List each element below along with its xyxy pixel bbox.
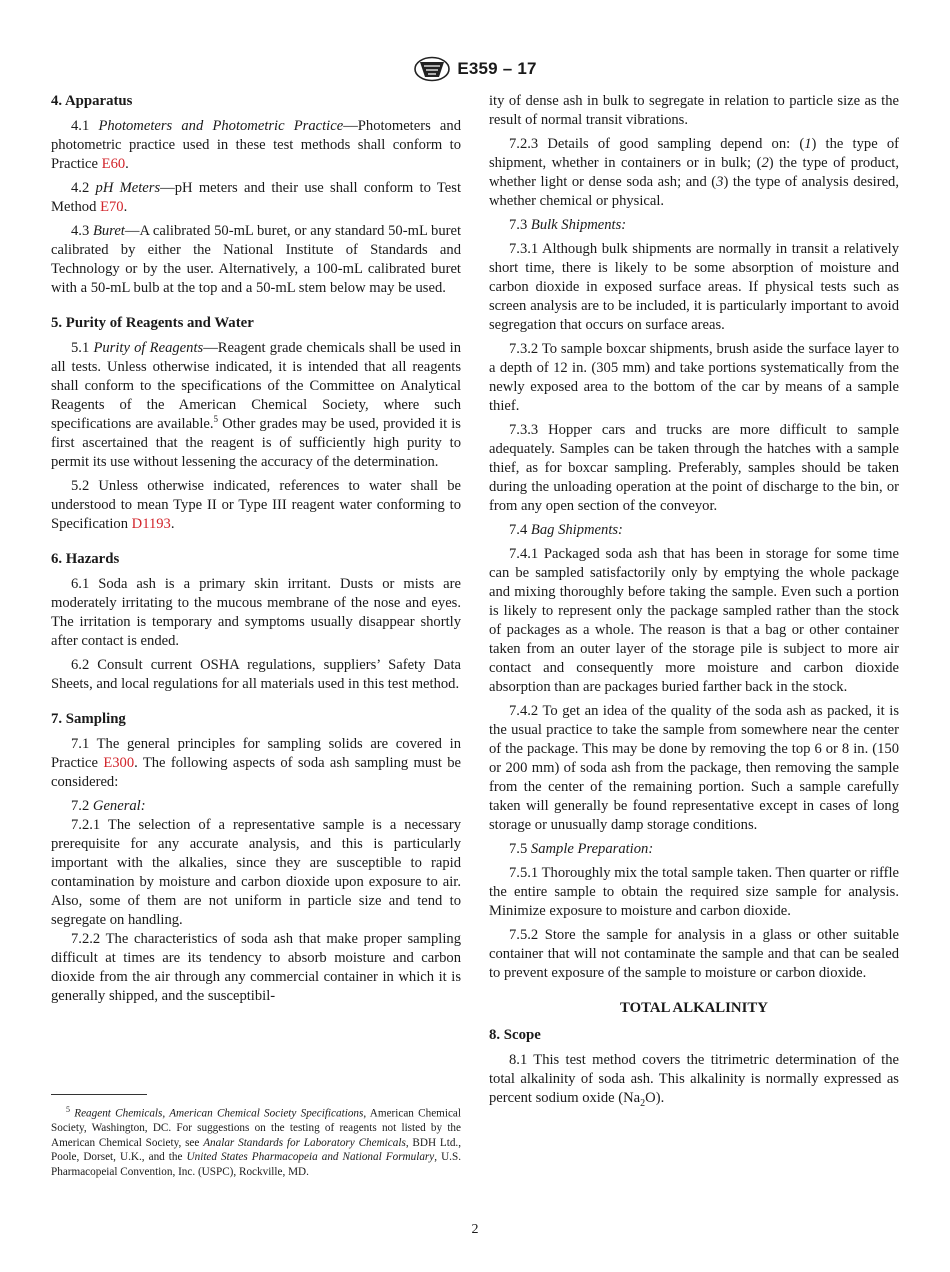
para-6-1: 6.1 Soda ash is a primary skin irritant. Dusts or mists are moderately irritating to the mucous membrane of the nose and eyes. The irritation is temporary and symptoms usually disappear shortly after contact is ended. bbox=[51, 576, 461, 649]
section-6-title: 6. Hazards bbox=[51, 551, 120, 567]
link-e70[interactable]: E70 bbox=[100, 199, 124, 215]
section-4-title: 4. Apparatus bbox=[51, 93, 133, 109]
left-column bbox=[51, 92, 461, 1011]
page-number: 2 bbox=[471, 1222, 479, 1237]
link-e60[interactable]: E60 bbox=[101, 156, 126, 172]
footnote-ref-5[interactable]: 5 bbox=[213, 414, 219, 425]
standard-designation: E359 – 17 bbox=[457, 59, 537, 78]
para-7-1: 7.1 The general principles for sampling solids are covered in Practice E300. The following aspects of soda ash sampling must be considered: bbox=[51, 736, 462, 790]
para-5-2: 5.2 Unless otherwise indicated, references to water shall be understood to mean Type II or Type III reagent water conforming to Specification D1193. bbox=[51, 478, 461, 532]
para-7-2-2: 7.2.2 The characteristics of soda ash that make proper sampling difficult at times are its tendency to absorb moisture and carbon dioxide from the air through any commercial container in which it is generally shipped, and the susceptibil- bbox=[51, 931, 461, 1004]
section-7-title: 7. Sampling bbox=[51, 711, 126, 727]
para-7-2-3: 7.2.3 Details of good sampling depend on: (1) the type of shipment, whether in containers or in bulk; (2) the type of product, whether light or dense soda ash; and (3) the type of analysis desired, whether chemical or physical. bbox=[489, 136, 900, 209]
para-6-2: 6.2 Consult current OSHA regulations, suppliers’ Safety Data Sheets, and local regulations for all materials used in this test method. bbox=[51, 657, 461, 692]
link-d1193[interactable]: D1193 bbox=[131, 516, 171, 532]
footnote-divider bbox=[51, 1094, 147, 1095]
page-header bbox=[0, 56, 950, 82]
para-8-1: 8.1 This test method covers the titrimetric determination of the total alkalinity of soda ash. This alkalinity is normally expressed as percent sodium oxide $(Na_2O)$. bbox=[489, 1052, 899, 1109]
link-e300[interactable]: E300 bbox=[103, 755, 135, 771]
para-7-5-1: 7.5.1 Thoroughly mix the total sample taken. Then quarter or riffle the entire sample to obtain the required size sample for analysis. Minimize exposure to moisture and carbon dioxide. bbox=[489, 865, 899, 919]
para-7-2-1: 7.2.1 The selection of a representative sample is a necessary prerequisite for any accurate analysis, and this is particularly important with the alkalies, since they are susceptible to rapid contamination by moisture and carbon dioxide upon exposure to air. Also, some of them are not uniform in particle size and tend to segregate on handling. bbox=[51, 817, 461, 928]
para-4-3: 4.3 Buret—A calibrated 50-mL buret, or any standard 50-mL buret calibrated by either the National Institute of Standards and Technology or by the user. Alternatively, a 100-mL calibrated buret with a 50-mL bulb at the top and a 50-mL stem below may be used. bbox=[51, 223, 462, 296]
right-column bbox=[489, 92, 899, 1113]
para-4-2: 4.2 pH Meters—pH meters and their use shall conform to Test Method E70. bbox=[51, 180, 461, 215]
para-7-3-2: 7.3.2 To sample boxcar shipments, brush aside the surface layer to a depth of 12 in. (305 mm) and take portions systematically from the newly exposed area to the bottom of the car by means of a sample thief. bbox=[489, 341, 899, 414]
para-7-5-2: 7.5.2 Store the sample for analysis in a glass or other suitable container that will not contaminate the sample and that can be sealed to prevent exposure of the sample to moisture or carbon dioxide. bbox=[489, 927, 899, 981]
total-alkalinity-heading: TOTAL ALKALINITY bbox=[620, 1000, 768, 1016]
para-4-1: 4.1 Photometers and Photometric Practice—Photometers and photometric practice used in these test methods shall conform to Practice E60. bbox=[51, 118, 462, 172]
para-7-4-1: 7.4.1 Packaged soda ash that has been in storage for some time can be sampled satisfactorily only by emptying the whole package and mixing thoroughly before taking the sample. Even such a portion is likely to represent only the package sampled rather than the stock of packages as a whole. The reason is that a bag or other container taken from an outer layer of the storage pile is subject to more air contact and consequently more moisture and carbon dioxide absorption than are packages buried farther back in the stock. bbox=[489, 546, 899, 695]
section-5-title: 5. Purity of Reagents and Water bbox=[51, 315, 254, 331]
astm-logo-icon bbox=[413, 56, 451, 82]
para-7-3: 7.3 Bulk Shipments: bbox=[509, 217, 627, 233]
para-7-3-1: 7.3.1 Although bulk shipments are normally in transit a relatively short time, there is likely to be some absorption of moisture and carbon dioxide in exposed surface areas. If physical tests such as screen analysis are to be included, it is particularly important to avoid segregation that occurs on surface areas. bbox=[489, 241, 899, 333]
footnote-5: $^5$ Reagent Chemicals, American Chemical Society Specifications, American Chemical Society, Washington, DC. For suggestions on the testing of reagents not listed by the American Chemical Society, see Analar Standards for Laboratory Chemicals, BDH Ltd., Poole, Dorset, U.K., and the United States Pharmacopeia and National Formulary, U.S. Pharmacopeial Convention, Inc. (USPC), Rockville, MD. bbox=[51, 1105, 462, 1178]
section-8-title: 8. Scope bbox=[489, 1027, 541, 1043]
para-7-4: 7.4 Bag Shipments: bbox=[509, 522, 623, 538]
para-5-1: 5.1 Purity of Reagents—Reagent grade chemicals shall be used in all tests. Unless otherwise indicated, it is intended that all reagents shall conform to the specifications of the Committee on Analytical Reagents of the American Chemical Society, where such specifications are available.$^5$ Other grades may be used, provided it is first ascertained that the reagent is of sufficiently high purity to permit its use without lessening the accuracy of the determination. bbox=[51, 340, 461, 470]
para-7-2-2-continued: ity of dense ash in bulk to segregate in relation to particle size as the result of normal transit vibrations. bbox=[489, 93, 899, 128]
para-7-3-3: 7.3.3 Hopper cars and trucks are more difficult to sample adequately. Samples can be taken through the hatches with a sample thief, as for boxcar sampling. Preferably, samples should be taken during the unloading operation at the point of discharge to the bin, or from any open section of the conveyor. bbox=[489, 422, 899, 514]
para-7-5: 7.5 Sample Preparation: bbox=[509, 841, 654, 857]
para-7-4-2: 7.4.2 To get an idea of the quality of the soda ash as packed, it is the usual practice to take the sample from somewhere near the center of the package. This may be done by removing the top 6 or 8 in. (150 or 200 mm) of soda ash from the package, then removing the sample from the center of the remaining portion. Such a sample carefully taken will generally be found representative except in cases of long storage or unusually damp storage conditions. bbox=[489, 703, 899, 833]
para-7-2: 7.2 General: bbox=[71, 798, 146, 814]
